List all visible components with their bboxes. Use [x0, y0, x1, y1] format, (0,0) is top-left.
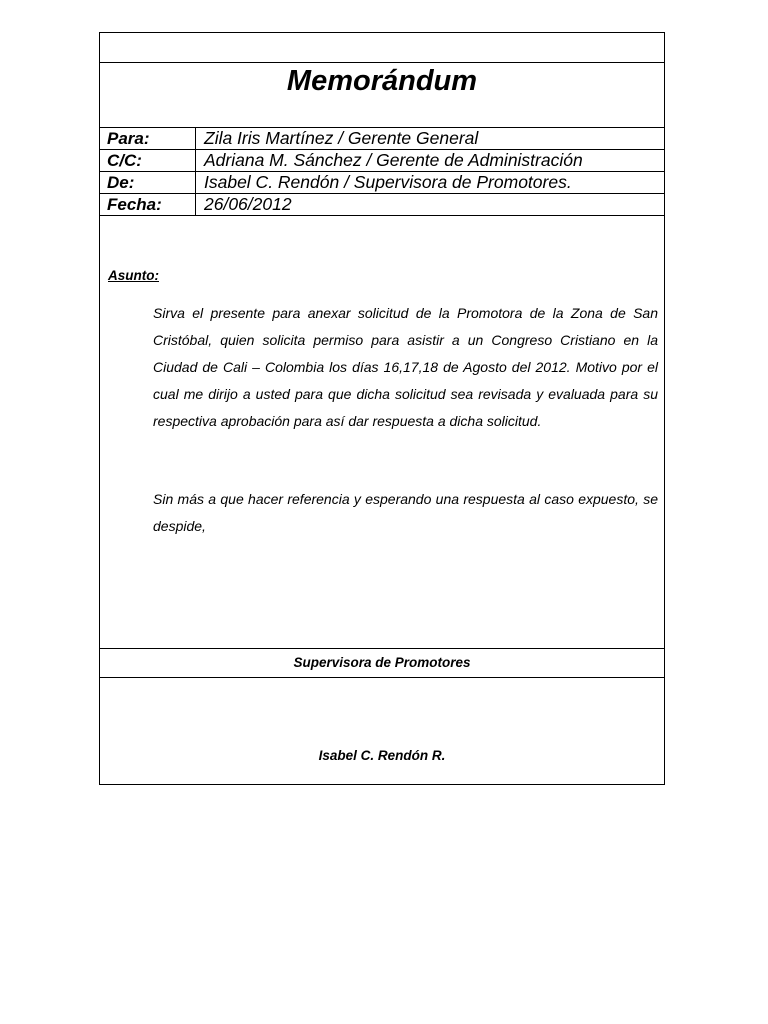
fecha-value: 26/06/2012: [204, 194, 292, 214]
header-row-cc: [100, 150, 664, 172]
signature-name: Isabel C. Rendón R.: [318, 748, 446, 763]
subject-label: Asunto:: [108, 268, 159, 283]
header-row-fecha: [100, 194, 664, 216]
header-row-para: [100, 128, 664, 150]
header-row-de: [100, 172, 664, 194]
top-blank-row: [100, 33, 664, 63]
fecha-label: Fecha:: [100, 194, 196, 215]
cc-label: C/C:: [100, 150, 196, 171]
de-label: De:: [100, 172, 196, 193]
de-value: Isabel C. Rendón / Supervisora de Promotores.: [204, 172, 572, 192]
body-paragraph: Sirva el presente para anexar solicitud de la Promotora de la Zona de San Cristóbal, quien solicita permiso para asistir a un Congreso Cristiano en la Ciudad de Cali – Colombia los días 16,17,18 de Agosto del 2012. Motivo por el cual me dirijo a usted para que dicha solicitud sea revisada y evaluada para su respectiva aprobación para así dar respuesta a dicha solicitud.: [153, 305, 658, 429]
closing-paragraph: Sin más a que hacer referencia y esperando una respuesta al caso expuesto, se despide,: [153, 491, 658, 534]
signature-block: [100, 678, 664, 784]
para-label: Para:: [100, 128, 196, 149]
signature-title: Supervisora de Promotores: [100, 649, 664, 678]
memo-document: [99, 32, 665, 785]
memo-title: Memorándum: [286, 65, 478, 97]
cc-value: Adriana M. Sánchez / Gerente de Administración: [204, 150, 583, 170]
title-row: [100, 63, 664, 128]
para-value: Zila Iris Martínez / Gerente General: [204, 128, 479, 148]
memo-body: [100, 216, 664, 649]
